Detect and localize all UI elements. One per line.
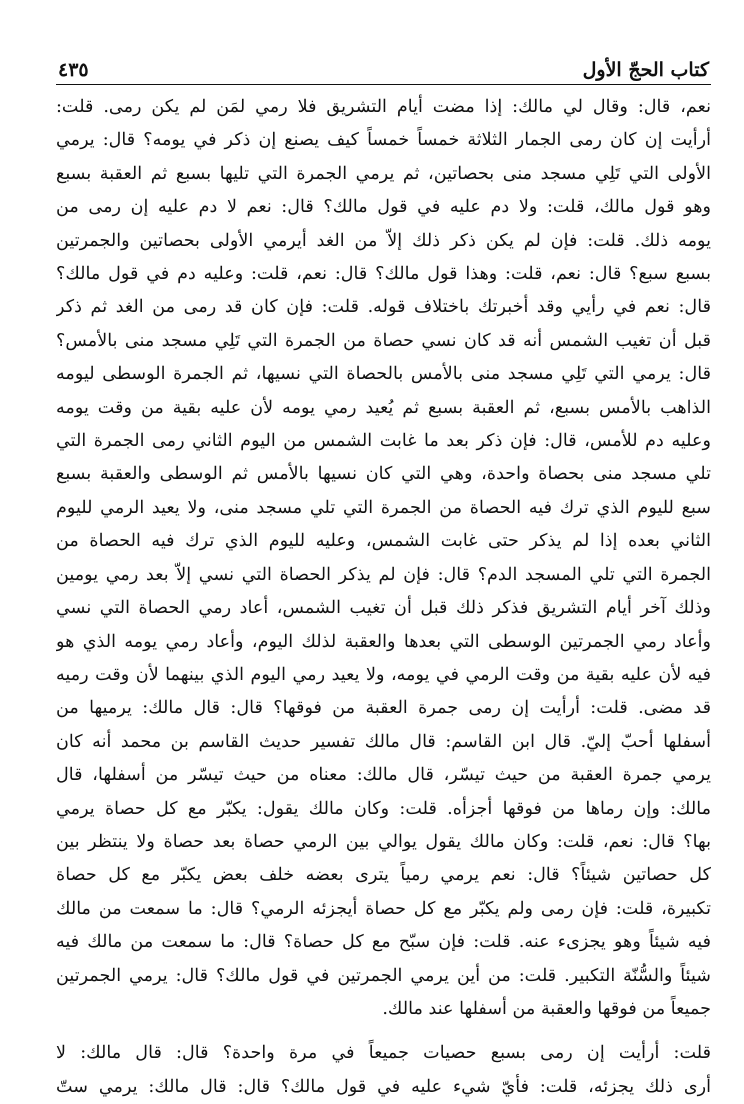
text-line: أسفلها أحبّ إليّ. قال ابن القاسم: قال مالك تفسير حديث القاسم بن محمد أنه كان [56, 731, 711, 752]
text-line: يومه ذلك. قلت: فإن لم يكن ذكر ذلك إلاّ من الغد أيرمي الأولى بحصاتين والجمرتين [56, 230, 711, 251]
text-line: وأعاد رمي الجمرتين الوسطى التي بعدها والعقبة لذلك اليوم، وأعاد رمي يومه الذي هو [56, 631, 711, 652]
text-line: بها؟ قال: نعم، قلت: وكان مالك يقول يوالي بين الرمي حصاة بعد حصاة ولا ينتظر بين [56, 831, 711, 852]
text-line: قبل أن تغيب الشمس أنه قد كان نسي حصاة من الجمرة التي تَلِي مسجد منى بالأمس؟ [56, 330, 711, 351]
text-line: الأولى التي تَلِي مسجد منى بحصاتين، ثم يرمي الجمرة التي تليها بسبع ثم العقبة بسبع [56, 163, 711, 184]
text-line: الجمرة التي تلي المسجد الدم؟ قال: فإن لم يذكر الحصاة التي نسي إلاّ بعد رمي يومين [56, 564, 711, 585]
text-line: يرمي جمرة العقبة من حيث تيسّر، قال مالك: معناه من حيث تيسّر من أسفلها، قال [56, 765, 711, 786]
text-line: وذلك آخر أيام التشريق فذكر ذلك قبل أن تغيب الشمس، أعاد رمي الحصاة التي نسي [56, 598, 711, 619]
page-number: ٤٣٥ [58, 59, 89, 81]
header-rule [56, 84, 711, 85]
text-line: قلت: أرأيت إن رمى بسبع حصيات جميعاً في مرة واحدة؟ قال: قال مالك: لا [56, 1043, 711, 1064]
text-line: كل حصاتين شيئاً؟ قال: نعم يرمي رمياً يترى بعضه خلف بعض يكبّر مع كل حصاة [56, 865, 711, 886]
paragraph-gap [56, 1026, 711, 1037]
text-line: أرى ذلك يجزئه، قلت: فأيّ شيء عليه في قول مالك؟ قال: قال مالك: يرمي ستّ [56, 1076, 711, 1097]
book-page [56, 56, 711, 1104]
text-line: سبع لليوم الذي ترك فيه الحصاة من الجمرة التي تلي مسجد منى، ولا يعيد الرمي لليوم [56, 497, 711, 518]
text-line: جميعاً من فوقها والعقبة من أسفلها عند مالك. [382, 998, 711, 1019]
text-line: نعم، قال: وقال لي مالك: إذا مضت أيام التشريق فلا رمي لمَن لم يكن رمى. قلت: [56, 97, 711, 117]
text-line: الثاني بعده إذا لم يذكر حتى غابت الشمس، وعليه لليوم الذي ترك فيه الحصاة من [56, 531, 711, 552]
text-line: بسبع سبع؟ قال: نعم، قلت: وهذا قول مالك؟ قال: نعم، قلت: وعليه دم في قول مالك؟ [56, 264, 711, 285]
text-line: وهو قول مالك، قلت: ولا دم عليه في قول مالك؟ قال: نعم لا دم عليه إن رمى من [56, 197, 711, 218]
text-line: قد مضى. قلت: أرأيت إن رمى جمرة العقبة من فوقها؟ قال: قال مالك: يرميها من [56, 698, 711, 719]
text-line: قال: يرمي التي تَلِي مسجد منى بالأمس بالحصاة التي نسيها، ثم الجمرة الوسطى ليومه [56, 364, 711, 385]
text-line: تلي مسجد منى بحصاة واحدة، وهي التي كان نسيها بالأمس ثم الوسطى والعقبة بسبع [56, 464, 711, 485]
text-line: وعليه دم للأمس، قال: فإن ذكر بعد ما غابت الشمس من اليوم الثاني رمى الجمرة التي [56, 431, 711, 452]
text-line: مالك: وإن رماها من فوقها أجزأه. قلت: وكان مالك يقول: يكبّر مع كل حصاة يرمي [56, 798, 711, 819]
text-line: تكبيرة، قلت: فإن رمى ولم يكبّر مع كل حصاة أيجزئه الرمي؟ قال: ما سمعت من مالك [56, 898, 711, 919]
text-line: الذاهب بالأمس بسبع، ثم العقبة بسبع ثم يُعيد رمي يومه لأن عليه بقية من وقت يومه [56, 397, 711, 418]
body-text [56, 91, 711, 1104]
text-line: فيه شيئاً وهو يجزىء عنه. قلت: فإن سبّح مع كل حصاة؟ قال: ما سمعت من مالك فيه [56, 932, 711, 953]
text-line: فيه لأن عليه بقية من وقت الرمي في يومه، ولا يعيد رمي اليوم الذي بينهما لأن وقت رميه [56, 664, 711, 685]
text-line: شيئاً والسُّنّة التكبير. قلت: من أين يرمي الجمرتين في قول مالك؟ قال: يرمي الجمرتين [56, 965, 711, 986]
paragraph [56, 91, 711, 1026]
text-line: قال: نعم في رأيي وقد أخبرتك باختلاف قوله. قلت: فإن كان قد رمى من الغد ثم ذكر [56, 297, 711, 318]
book-title: كتاب الحجّ الأول [582, 59, 709, 81]
paragraph [56, 1037, 711, 1104]
running-head [56, 56, 711, 82]
text-line: أرأيت إن كان رمى الجمار الثلاثة خمساً خمساً كيف يصنع إن ذكر في يومه؟ قال: يرمي [56, 130, 711, 151]
